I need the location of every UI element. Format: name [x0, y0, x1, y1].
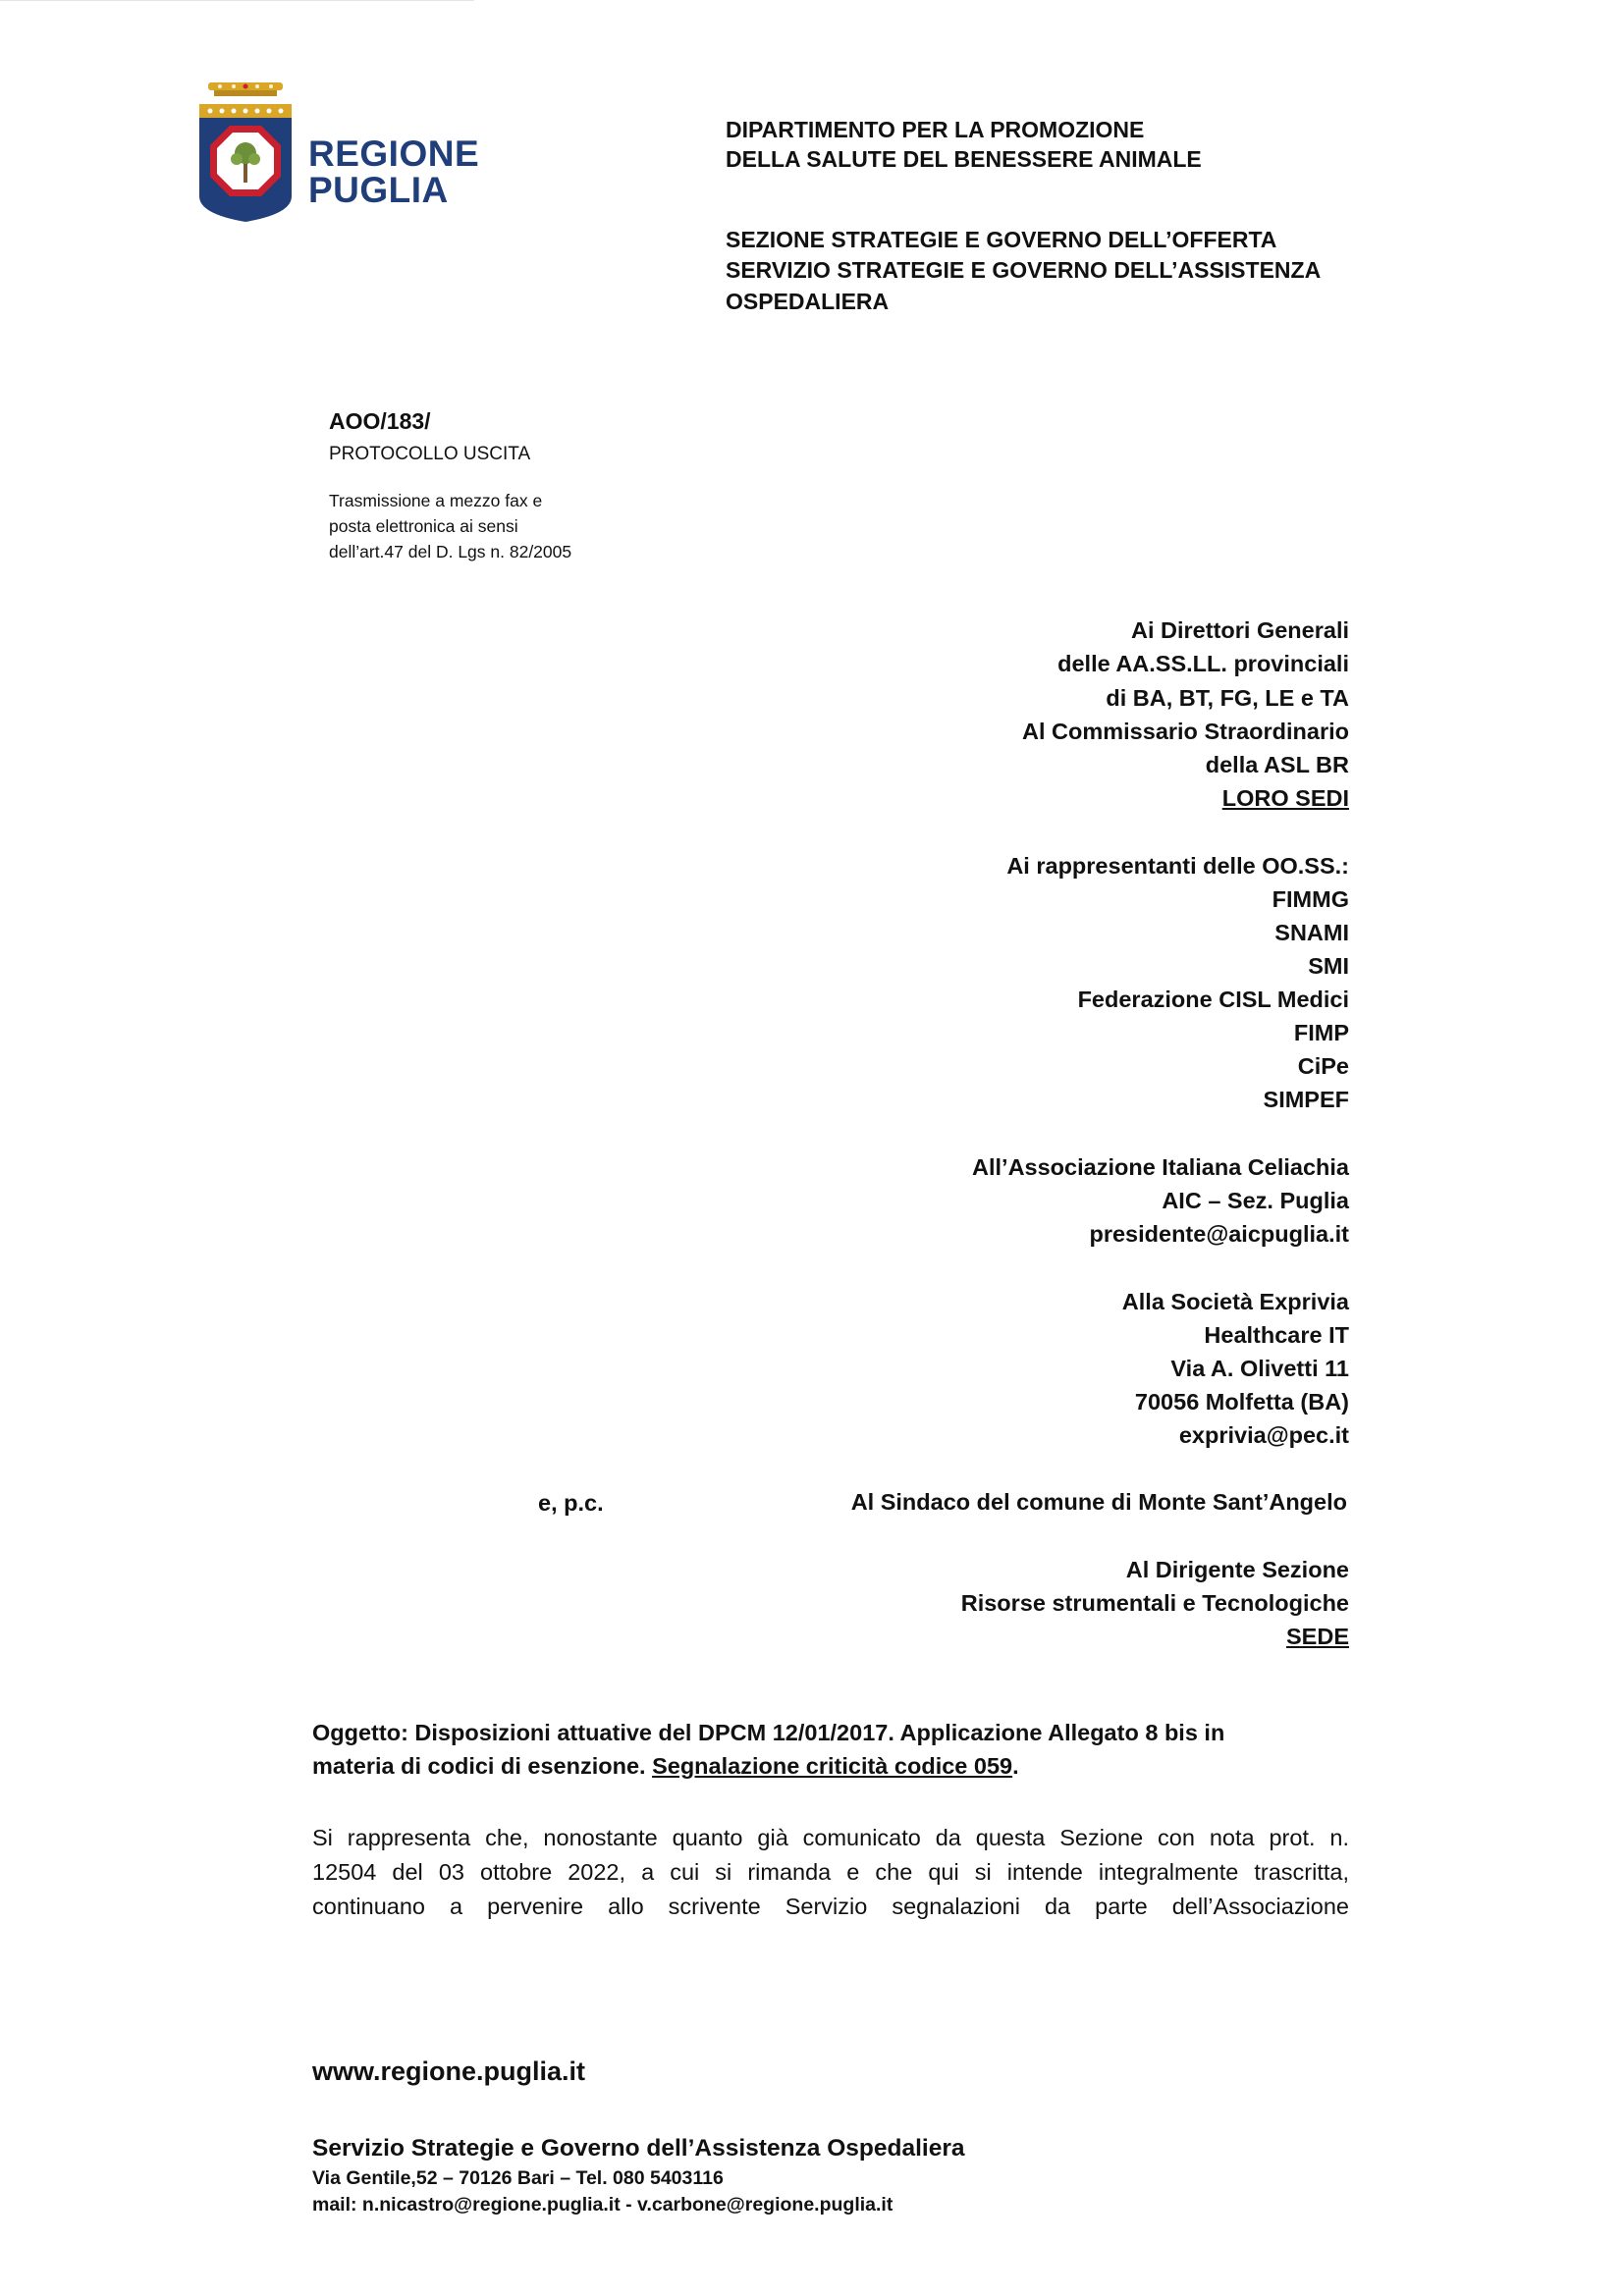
recipient-line: Ai Direttori Generali — [1131, 617, 1349, 643]
coat-of-arms-icon — [196, 80, 295, 224]
loro-sedi-label: LORO SEDI — [1221, 785, 1349, 811]
section-line-2: SERVIZIO STRATEGIE E GOVERNO DELL’ASSISTENZA — [726, 257, 1322, 283]
subject-text: materia di codici di esenzione. — [312, 1753, 653, 1779]
footer-mail: mail: n.nicastro@regione.puglia.it - v.carbone@regione.puglia.it — [312, 2194, 893, 2216]
recipient-email: exprivia@pec.it — [1178, 1422, 1349, 1448]
recipient-line: Alla Società Exprivia — [1121, 1289, 1349, 1314]
recipient-line: Al Dirigente Sezione — [1125, 1557, 1349, 1582]
recipient-line: All’Associazione Italiana Celiachia — [972, 1154, 1349, 1180]
website-link[interactable]: www.regione.puglia.it — [312, 2056, 586, 2086]
body-line-3: continuano a pervenire allo scrivente Servizio segnalazioni da parte dell’Associazione — [312, 1894, 1349, 1919]
subject-line-2 — [312, 1753, 1019, 1780]
recipient-line: SIMPEF — [1263, 1087, 1349, 1112]
section-line-3: OSPEDALIERA — [726, 289, 890, 314]
protocol-note-1: Trasmissione a mezzo fax e — [329, 491, 543, 510]
recipient-line: Federazione CISL Medici — [1077, 987, 1349, 1012]
recipient-line: Ai rappresentanti delle OO.SS.: — [1006, 853, 1349, 879]
protocol-code: AOO/183/ — [329, 408, 431, 434]
recipient-line: Risorse strumentali e Tecnologiche — [960, 1590, 1349, 1616]
recipient-line: delle AA.SS.LL. provinciali — [1057, 651, 1349, 676]
footer-office: Servizio Strategie e Governo dell’Assistenza Ospedaliera — [312, 2135, 965, 2162]
section-line-1: SEZIONE STRATEGIE E GOVERNO DELL’OFFERTA — [726, 227, 1277, 252]
recipient-line: di BA, BT, FG, LE e TA — [1106, 685, 1349, 711]
recipient-line: 70056 Molfetta (BA) — [1134, 1389, 1349, 1415]
recipient-line: della ASL BR — [1205, 752, 1349, 777]
recipient-line: FIMMG — [1272, 886, 1349, 912]
cc-recipient: Al Sindaco del comune di Monte Sant’Angelo — [850, 1489, 1347, 1515]
footer-address: Via Gentile,52 – 70126 Bari – Tel. 080 5403116 — [312, 2167, 724, 2189]
recipient-line: AIC – Sez. Puglia — [1162, 1188, 1349, 1213]
recipient-line: Al Commissario Straordinario — [1022, 719, 1349, 744]
logo-text-puglia: PUGLIA — [308, 170, 449, 210]
protocol-note-2: posta elettronica ai sensi — [329, 516, 518, 536]
subject-line-1: Oggetto: Disposizioni attuative del DPCM 12/01/2017. Applicazione Allegato 8 bis in — [312, 1720, 1225, 1745]
body-line-2: 12504 del 03 ottobre 2022, a cui si rimanda e che qui si intende integralmente trascritta, — [312, 1859, 1349, 1885]
recipient-line: FIMP — [1293, 1020, 1349, 1045]
recipient-line: SMI — [1308, 953, 1349, 979]
recipient-line: SNAMI — [1274, 920, 1349, 945]
protocol-label: PROTOCOLLO USCITA — [329, 444, 531, 464]
logo-text-regione: REGIONE — [308, 133, 480, 174]
top-rule — [0, 0, 474, 1]
subject-highlight: Segnalazione criticità codice 059 — [652, 1753, 1013, 1779]
subject-end: . — [1012, 1753, 1019, 1779]
recipient-line: Healthcare IT — [1204, 1322, 1349, 1348]
sede-label: SEDE — [1286, 1624, 1349, 1649]
body-line-1: Si rappresenta che, nonostante quanto già comunicato da questa Sezione con nota prot. n. — [312, 1825, 1349, 1850]
department-line-2: DELLA SALUTE DEL BENESSERE ANIMALE — [726, 146, 1202, 172]
recipient-line: Via A. Olivetti 11 — [1170, 1356, 1349, 1381]
protocol-note-3: dell’art.47 del D. Lgs n. 82/2005 — [329, 542, 572, 561]
department-line-1: DIPARTIMENTO PER LA PROMOZIONE — [726, 117, 1145, 142]
recipient-email: presidente@aicpuglia.it — [1089, 1221, 1349, 1247]
cc-label: e, p.c. — [538, 1490, 604, 1516]
recipient-line: CiPe — [1297, 1053, 1349, 1079]
